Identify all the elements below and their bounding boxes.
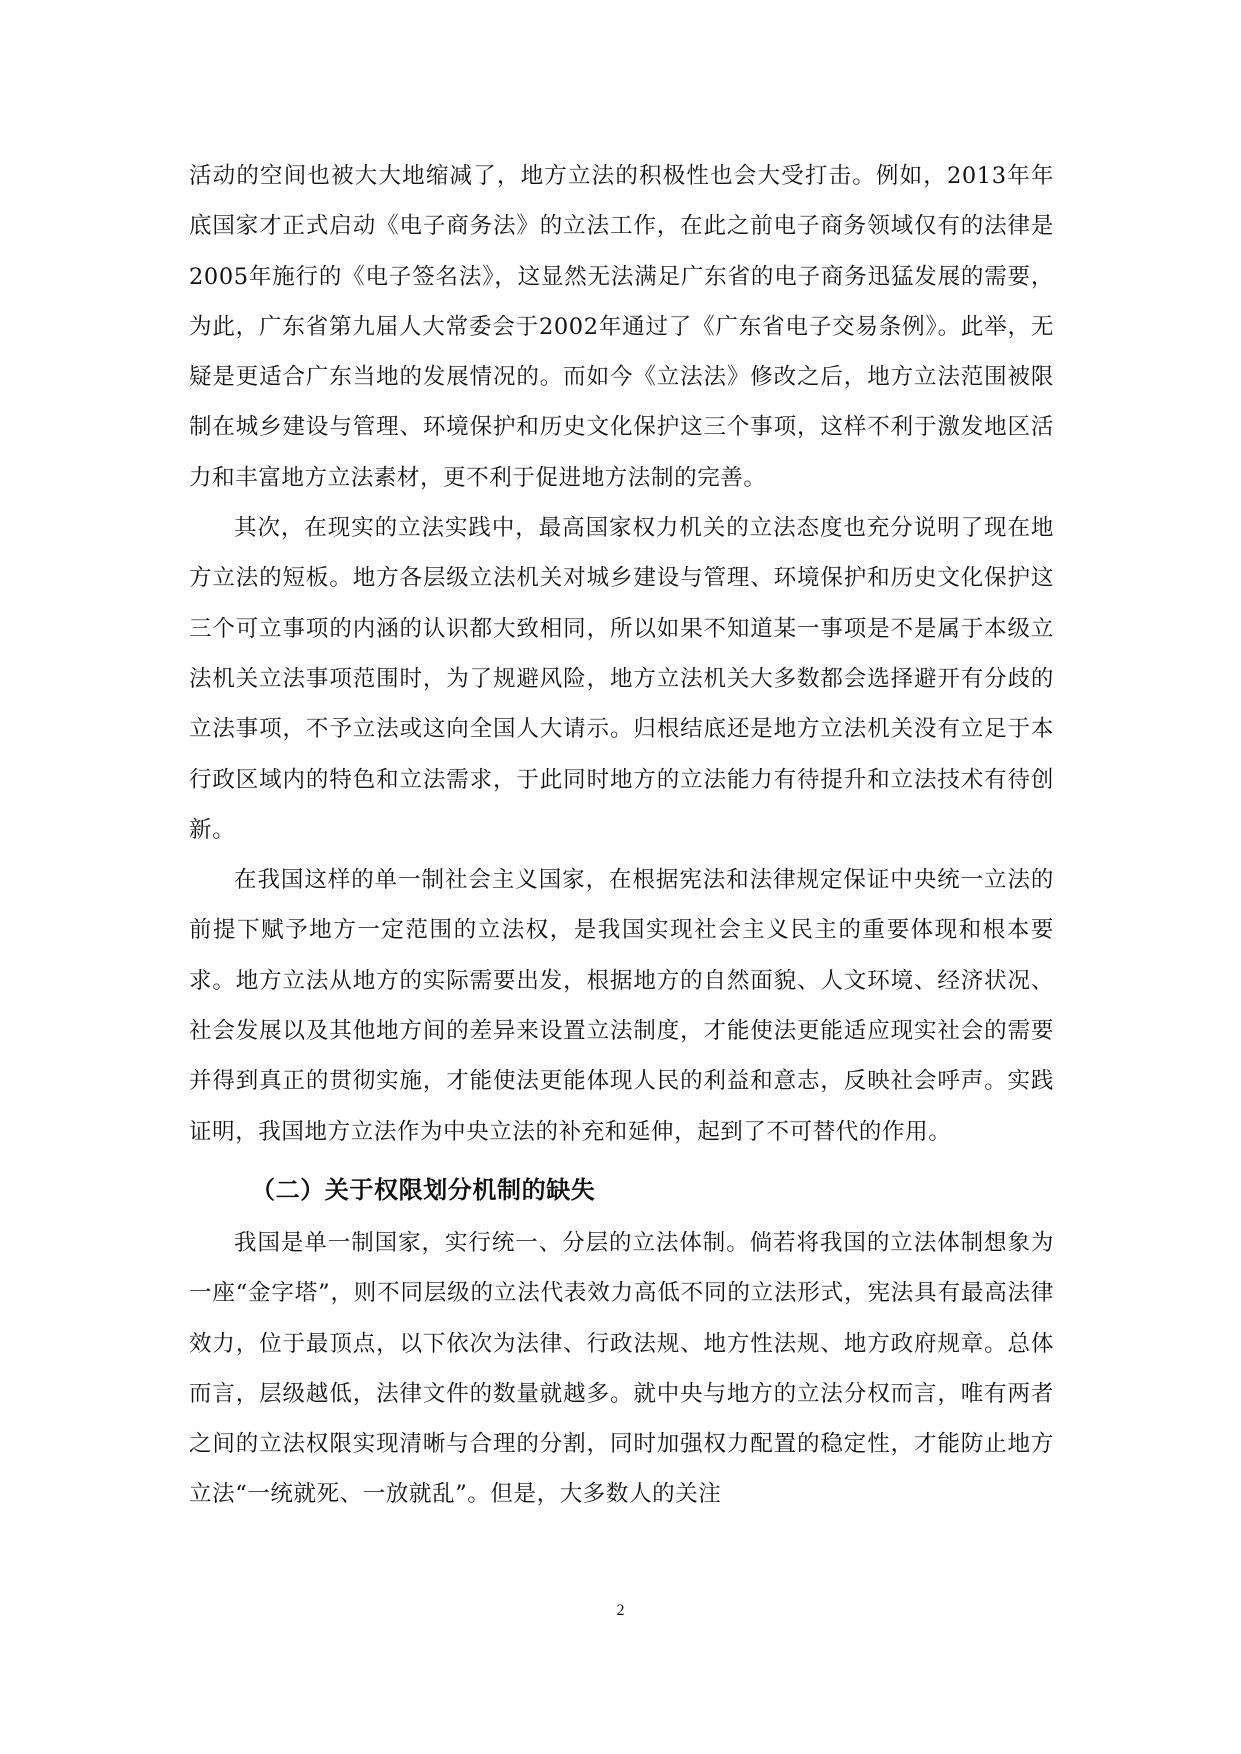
body-paragraph-continued: 活动的空间也被大大地缩减了，地方立法的积极性也会大受打击。例如，2013年年底国家才正式启动《电子商务法》的立法工作，在此之前电子商务领域仅有的法律是2005年施行的《电子签名法》，这显然无法满足广东省的电子商务迅猛发展的需要，为此，广东省第九届人大常委会于2002年通过了《广东省电子交易条例》。此举，无疑是更适合广东当地的发展情况的。而如今《立法法》修改之后，地方立法范围被限制在城乡建设与管理、环境保护和历史文化保护这三个事项，这样不利于激发地区活力和丰富地方立法素材，更不利于促进地方法制的完善。 bbox=[189, 163, 1054, 491]
section-heading: （二）关于权限划分机制的缺失 bbox=[251, 1175, 596, 1204]
document-body bbox=[189, 151, 1054, 1520]
body-paragraph: 其次，在现实的立法实践中，最高国家权力机关的立法态度也充分说明了现在地方立法的短板。地方各层级立法机关对城乡建设与管理、环境保护和历史文化保护这三个可立事项的内涵的认识都大致相同，所以如果不知道某一事项是不是属于本级立法机关立法事项范围时，为了规避风险，地方立法机关大多数都会选择避开有分歧的立法事项，不予立法或这向全国人大请示。归根结底还是地方立法机关没有立足于本行政区域内的特色和立法需求，于此同时地方的立法能力有待提升和立法技术有待创新。 bbox=[189, 515, 1054, 843]
section-paragraph: 我国是单一制国家，实行统一、分层的立法体制。倘若将我国的立法体制想象为一座“金字塔”，则不同层级的立法代表效力高低不同的立法形式，宪法具有最高法律效力，位于最顶点，以下依次为法律、行政法规、地方性法规、地方政府规章。总体而言，层级越低，法律文件的数量就越多。就中央与地方的立法分权而言，唯有两者之间的立法权限实现清晰与合理的分割，同时加强权力配置的稳定性，才能防止地方立法“一统就死、一放就乱”。但是，大多数人的关注 bbox=[189, 1229, 1054, 1508]
body-paragraph: 在我国这样的单一制社会主义国家，在根据宪法和法律规定保证中央统一立法的前提下赋予地方一定范围的立法权，是我国实现社会主义民主的重要体现和根本要求。地方立法从地方的实际需要出发，根据地方的自然面貌、人文环境、经济状况、社会发展以及其他地方间的差异来设置立法制度，才能使法更能适应现实社会的需要并得到真正的贯彻实施，才能使法更能体现人民的利益和意志，反映社会呼声。实践证明，我国地方立法作为中央立法的补充和延伸，起到了不可替代的作用。 bbox=[189, 867, 1054, 1145]
page-number: 2 bbox=[616, 1602, 625, 1619]
